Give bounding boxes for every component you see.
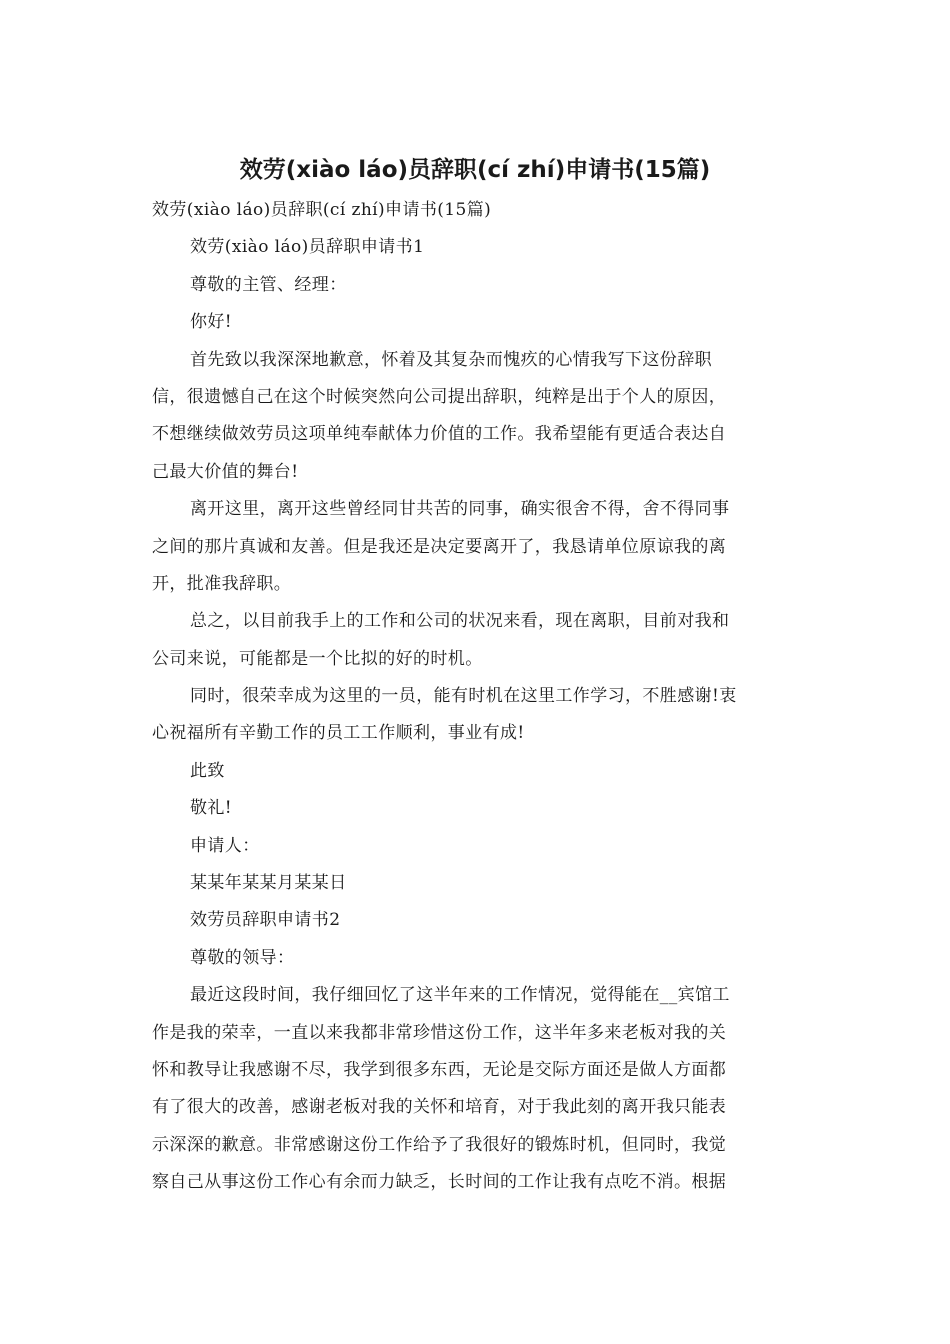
- text-line: 己最大价值的舞台!: [152, 461, 299, 482]
- text-line: 怀和教导让我感谢不尽，我学到很多东西，无论是交际方面还是做人方面都: [152, 1059, 727, 1080]
- text-line: 尊敬的主管、经理：: [190, 274, 347, 295]
- text-line: 总之，以目前我手上的工作和公司的状况来看，现在离职，目前对我和: [190, 611, 730, 632]
- text-line: 申请人：: [190, 835, 260, 856]
- text-line: 之间的那片真诚和友善。但是我还是决定要离开了，我恳请单位原谅我的离: [152, 536, 727, 557]
- text-line: 效劳(xiào láo)员辞职(cí zhí)申请书(15篇): [152, 200, 492, 220]
- text-line: 效劳员辞职申请书2: [190, 910, 341, 931]
- text-line: 心祝福所有辛勤工作的员工工作顺利，事业有成!: [152, 723, 525, 744]
- text-line: 首先致以我深深地歉意，怀着及其复杂而愧疚的心情我写下这份辞职: [190, 349, 712, 370]
- text-line: 最近这段时间，我仔细回忆了这半年来的工作情况，觉得能在__宾馆工: [190, 985, 730, 1006]
- text-line: 尊敬的领导：: [190, 947, 295, 968]
- text-line: 同时，很荣幸成为这里的一员，能有时机在这里工作学习，不胜感谢!衷: [190, 686, 737, 707]
- text-line: 此致: [190, 760, 225, 781]
- text-line: 有了很大的改善，感谢老板对我的关怀和培育，对于我此刻的离开我只能表: [152, 1097, 727, 1118]
- text-line: 察自己从事这份工作心有余而力缺乏，长时间的工作让我有点吃不消。根据: [152, 1172, 727, 1193]
- text-line: 开，批准我辞职。: [152, 573, 292, 594]
- document-title: 效劳(xiào láo)员辞职(cí zhí)申请书(15篇): [239, 157, 711, 183]
- text-line: 作是我的荣幸，一直以来我都非常珍惜这份工作，这半年多来老板对我的关: [152, 1022, 727, 1043]
- text-line: 离开这里，离开这些曾经同甘共苦的同事，确实很舍不得，舍不得同事: [190, 499, 730, 520]
- text-line: 你好!: [190, 312, 233, 333]
- text-line: 效劳(xiào láo)员辞职申请书1: [190, 237, 425, 258]
- document-body: [152, 192, 792, 1202]
- text-line: 公司来说，可能都是一个比拟的好的时机。: [152, 648, 483, 669]
- text-line: 不想继续做效劳员这项单纯奉献体力价值的工作。我希望能有更适合表达自: [152, 424, 727, 445]
- text-line: 示深深的歉意。非常感谢这份工作给予了我很好的锻炼时机，但同时，我觉: [152, 1134, 727, 1155]
- text-line: 敬礼!: [190, 798, 233, 819]
- text-line: 信，很遗憾自己在这个时候突然向公司提出辞职，纯粹是出于个人的原因，: [152, 386, 727, 407]
- text-line: 某某年某某月某某日: [190, 873, 347, 894]
